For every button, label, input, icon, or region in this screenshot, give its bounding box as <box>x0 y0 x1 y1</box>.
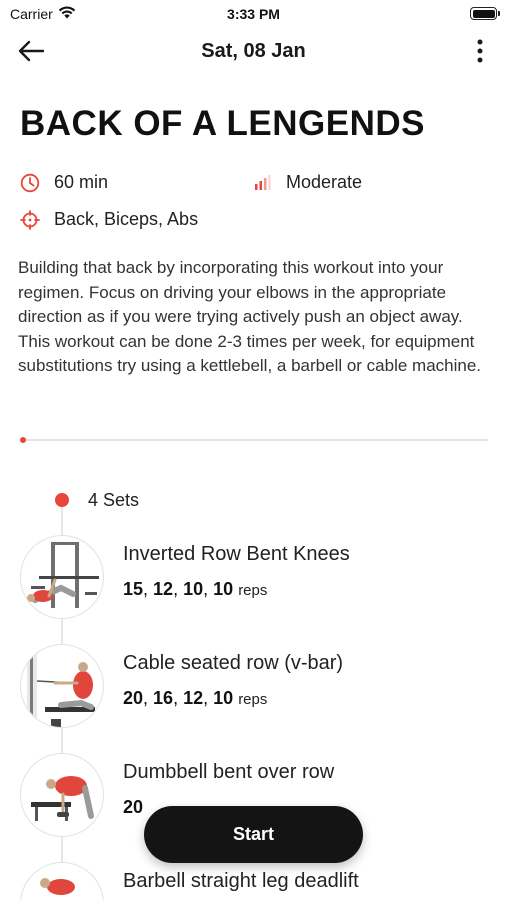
rep-count: 16 <box>153 688 174 708</box>
exercise-item[interactable] <box>20 644 490 734</box>
muscles-row <box>20 209 198 230</box>
exercise-thumbnail <box>20 535 104 619</box>
muscles-value: Back, Biceps, Abs <box>54 209 199 229</box>
workout-description: Building that back by incorporating this workout into your regimen. Focus on driving your elbows in the appropriate direction as if you were trying actively push an object away. This workout can be done 2-3 times per week, for equipment substitutions try using a kettlebell, a barbell or cable machine. <box>18 258 482 375</box>
start-button[interactable]: Start <box>144 806 363 863</box>
exercise-item[interactable] <box>20 535 490 625</box>
exercise-thumbnail <box>20 644 104 728</box>
level-value: Moderate <box>286 172 363 192</box>
progress-indicator <box>20 437 26 443</box>
status-time: 3:33 PM <box>227 6 280 22</box>
rep-count: 12 <box>153 579 174 599</box>
sets-label: 4 Sets <box>88 490 140 510</box>
nav-title: Sat, 08 Jan <box>201 40 306 62</box>
exercise-thumbnail <box>20 753 104 837</box>
reps-unit: reps <box>238 691 268 708</box>
more-vertical-icon <box>477 39 483 68</box>
carrier-label: Carrier <box>10 6 53 22</box>
reps-unit: reps <box>238 582 268 599</box>
rep-count: 10 <box>213 688 234 708</box>
status-bar <box>0 0 507 30</box>
exercise-reps: 15, 12, 10, 10 reps <box>123 579 268 599</box>
exercise-name: Barbell straight leg deadlift <box>123 870 359 892</box>
rep-count: 15 <box>123 579 144 599</box>
rep-count: 10 <box>213 579 234 599</box>
signal-bars-icon <box>252 173 272 193</box>
workout-title: BACK OF A LENGENDS <box>20 104 426 143</box>
level-row <box>252 172 362 193</box>
exercise-reps: 20, 16, 12, 10 reps <box>123 688 268 708</box>
duration-row <box>20 172 108 193</box>
exercise-reps <box>123 797 143 818</box>
exercise-name: Dumbbell bent over row <box>123 761 335 783</box>
exercise-name: Cable seated row (v-bar) <box>123 652 344 674</box>
rep-count: 20 <box>123 797 144 817</box>
rep-count: 12 <box>183 688 204 708</box>
target-icon <box>20 210 40 230</box>
duration-value: 60 min <box>54 172 109 192</box>
sets-dot <box>55 493 69 507</box>
progress-track <box>20 439 488 441</box>
rep-count: 10 <box>183 579 204 599</box>
exercise-thumbnail <box>20 862 104 900</box>
nav-bar <box>0 32 507 74</box>
more-button[interactable] <box>467 38 493 68</box>
exercise-name: Inverted Row Bent Knees <box>123 543 350 565</box>
exercise-item[interactable] <box>20 862 490 900</box>
clock-icon <box>20 173 40 193</box>
rep-count: 20 <box>123 688 144 708</box>
workout-progress <box>20 438 488 442</box>
battery-icon <box>470 7 497 20</box>
